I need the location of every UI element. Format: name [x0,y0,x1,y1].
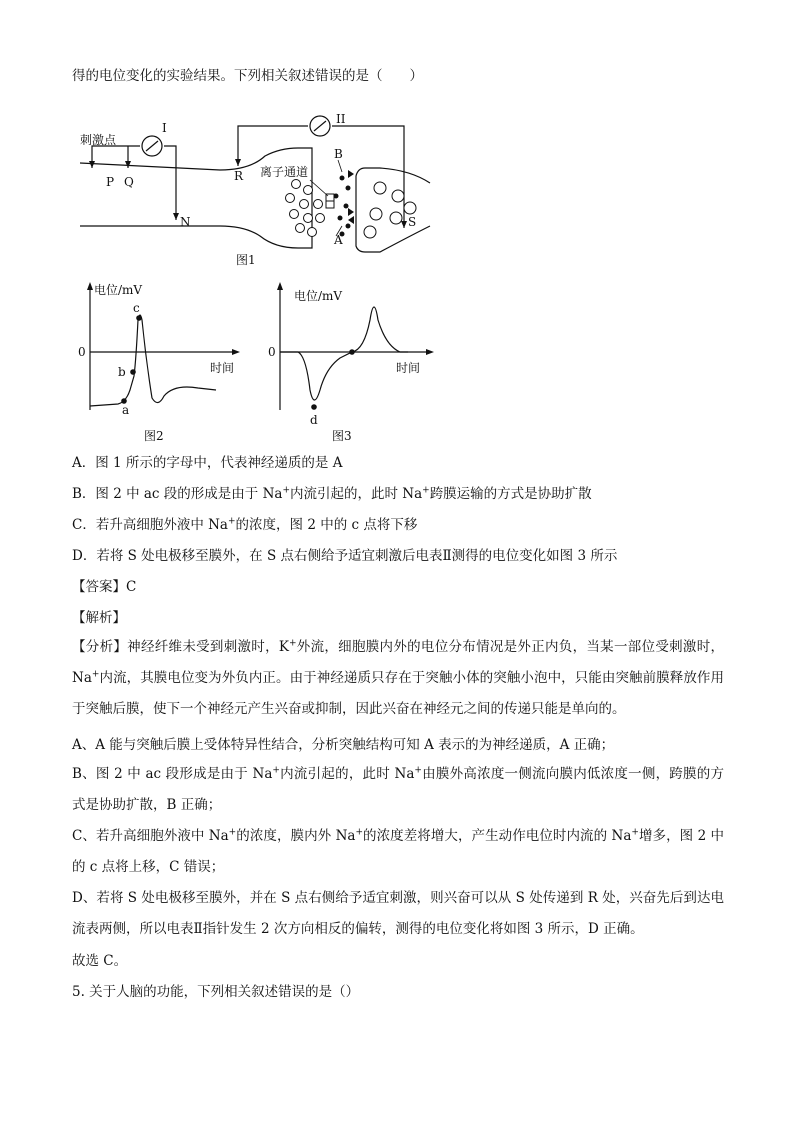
fig3-point-d-label: d [310,413,318,427]
potential-curve-fig3 [280,307,408,400]
figure-1-caption: 图1 [236,253,256,267]
point-a-label: A [334,233,343,247]
point-p-label: P [106,175,115,189]
question-5: 5. 关于人脑的功能，下列相关叙述错误的是（） [72,984,360,1000]
analysis-paragraph-d: D、若将 S 处电极移至膜外，并在 S 点右侧给予适宜刺激，则兴奋可以从 S 处传递到 R 处，兴奋先后到达电流表两侧，所以电表Ⅱ指针发生 2 次方向相反的偏转，测得的电位变化将如图 3 所示，D 正确。 [72,890,724,937]
fig2-point-a-label: a [122,403,130,417]
figure-2 [78,280,248,446]
point-b-label: B [334,147,343,161]
point-s-label: S [408,215,417,229]
potential-curve-fig2 [90,315,216,406]
figure-1 [80,108,440,273]
analysis-paragraph-1: 【分析】神经纤维未受到刺激时，K+外流，细胞膜内外的电位分布情况是外正内负，当某一部位受刺激时，Na+内流，其膜电位变为外负内正。由于神经递质只存在于突触小体的突触小泡中，只能由突触前膜释放作用于突触后膜，使下一个神经元产生兴奋或抑制，因此兴奋在神经元之间的传递只能是单向的。 [72,638,725,717]
analysis-paragraph-c: C、若升高细胞外液中 Na+的浓度，膜内外 Na+的浓度差将增大，产生动作电位时内流的 Na+增多，图 2 中的 c 点将上移，C 错误； [72,827,725,875]
point-q-label: Q [124,175,134,189]
ion-channel-label: 离子通道 [260,165,309,179]
option-d: D．若将 S 处电极移至膜外，在 S 点右侧给予适宜刺激后电表Ⅱ测得的电位变化如图 3 所示 [72,548,618,564]
fig2-point-b-label: b [118,365,126,379]
fig3-zero-label: 0 [268,345,276,359]
analysis-conclusion: 故选 C。 [72,953,128,969]
point-n-label: N [180,215,191,229]
fig3-x-axis-label: 时间 [396,361,421,375]
meter-1-label: I [162,121,167,135]
option-b: B．图 2 中 ac 段的形成是由于 Na+内流引起的，此时 Na+跨膜运输的方式是协助扩散 [72,485,592,502]
stimulus-point-label: 刺激点 [80,133,117,147]
analysis-title: 【解析】 [72,610,126,626]
question-stem-end: 得的电位变化的实验结果。下列相关叙述错误的是（ ） [72,68,423,84]
answer: 【答案】C [72,579,137,595]
meter-2-label: II [336,112,346,126]
analysis-paragraph-a: A、A 能与突触后膜上受体特异性结合，分析突触结构可知 A 表示的为神经递质，A 正确； [72,737,615,753]
option-a: A．图 1 所示的字母中，代表神经递质的是 A [72,455,343,471]
fig2-point-c-label: c [133,301,140,315]
option-c: C．若升高细胞外液中 Na+的浓度，图 2 中的 c 点将下移 [72,516,418,533]
figure-2-caption: 图2 [144,429,164,443]
fig2-x-axis-label: 时间 [210,361,235,375]
fig2-zero-label: 0 [78,345,86,359]
figure-3 [268,280,438,446]
figure-3-caption: 图3 [332,429,352,443]
analysis-paragraph-b: B、图 2 中 ac 段形成是由于 Na+内流引起的，此时 Na+由膜外高浓度一侧流向膜内低浓度一侧，跨膜的方式是协助扩散，B 正确； [72,765,724,813]
fig2-y-axis-label: 电位/mV [94,283,143,297]
point-r-label: R [234,169,244,183]
fig3-y-axis-label: 电位/mV [294,289,343,303]
